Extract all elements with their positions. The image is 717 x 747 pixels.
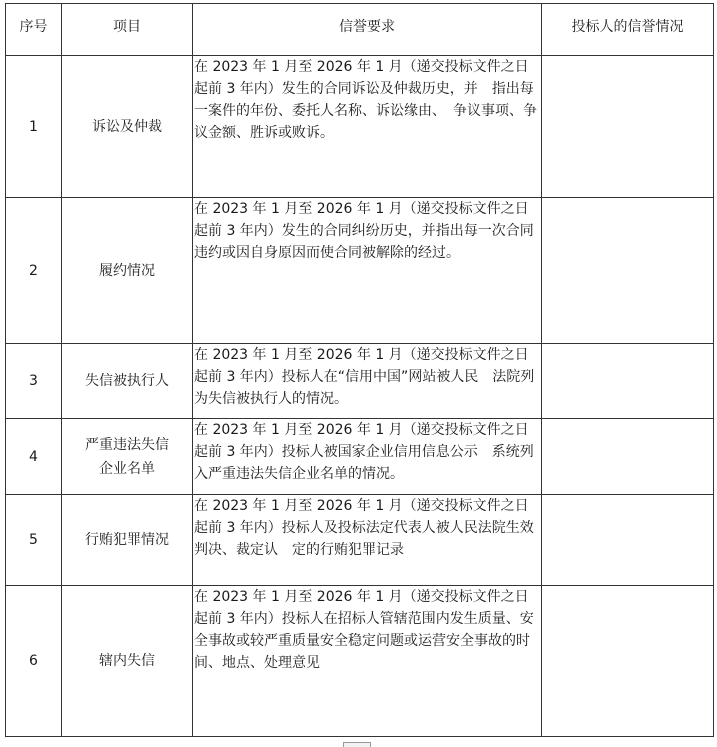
row-item xyxy=(62,56,193,198)
row-number: 1 xyxy=(6,56,62,198)
row-number: 6 xyxy=(6,586,62,737)
table-row xyxy=(6,495,714,586)
header-serial: 序号 xyxy=(6,4,62,56)
row-item xyxy=(62,198,193,344)
row-item-label: 失信被执行人 xyxy=(85,373,169,389)
row-response-cell[interactable] xyxy=(542,344,714,419)
credit-requirements-table xyxy=(5,3,714,737)
row-response-cell[interactable] xyxy=(542,495,714,586)
table-row xyxy=(6,419,714,495)
row-item-label: 严重违法失信企业名单 xyxy=(85,436,169,477)
row-number: 2 xyxy=(6,198,62,344)
row-item xyxy=(62,344,193,419)
row-number: 3 xyxy=(6,344,62,419)
row-requirement: 在 2023 年 1 月至 2026 年 1 月（递交投标文件之日起前 3 年内）发生的合同纠纷历史，并指出每一次合同违约或因自身原因而使合同被解除的经过。 xyxy=(193,198,542,344)
table-row xyxy=(6,198,714,344)
row-number: 5 xyxy=(6,495,62,586)
row-response-cell[interactable] xyxy=(542,56,714,198)
table-row xyxy=(6,586,714,737)
row-requirement: 在 2023 年 1 月至 2026 年 1 月（递交投标文件之日 起前 3 年内）投标人被国家企业信用信息公示 系统列入严重违法失信企业名单的情况。 xyxy=(193,419,542,495)
row-requirement: 在 2023 年 1 月至 2026 年 1 月（递交投标文件之日 起前 3 年内）投标人及投标法定代表人被人民法院生效判决、裁定认 定的行贿犯罪记录 xyxy=(193,495,542,586)
table-row xyxy=(6,344,714,419)
row-number: 4 xyxy=(6,419,62,495)
row-requirement: 在 2023 年 1 月至 2026 年 1 月（递交投标文件之日 起前 3 年内）投标人在“信用中国”网站被人民 法院列为失信被执行人的情况。 xyxy=(193,344,542,419)
row-requirement: 在 2023 年 1 月至 2026 年 1 月（递交投标文件之日 起前 3 年内）发生的合同诉讼及仲裁历史，并 指出每一案件的年份、委托人名称、诉讼缘由、 争议事项、争议金额、胜诉或败诉。 xyxy=(193,56,542,198)
row-item-label: 履约情况 xyxy=(99,262,155,279)
header-requirement: 信誉要求 xyxy=(193,4,542,56)
row-item xyxy=(62,495,193,586)
header-row xyxy=(6,4,714,56)
row-item xyxy=(62,419,193,495)
row-response-cell[interactable] xyxy=(542,586,714,737)
row-item-label: 诉讼及仲裁 xyxy=(92,118,162,135)
table-row xyxy=(6,56,714,198)
row-response-cell[interactable] xyxy=(542,419,714,495)
row-item-label: 行贿犯罪情况 xyxy=(85,532,169,548)
header-bidder-status: 投标人的信誉情况 xyxy=(542,4,714,56)
row-requirement: 在 2023 年 1 月至 2026 年 1 月（递交投标文件之日起前 3 年内）投标人在招标人管辖范围内发生质量、安全事故或较严重质量安全稳定问题或运营安全事故的时间、地点、处理意见 xyxy=(193,586,542,737)
row-response-cell[interactable] xyxy=(542,198,714,344)
row-item xyxy=(62,586,193,737)
header-item: 项目 xyxy=(62,4,193,56)
page-break-handle xyxy=(343,742,371,747)
row-item-label: 辖内失信 xyxy=(99,653,155,669)
